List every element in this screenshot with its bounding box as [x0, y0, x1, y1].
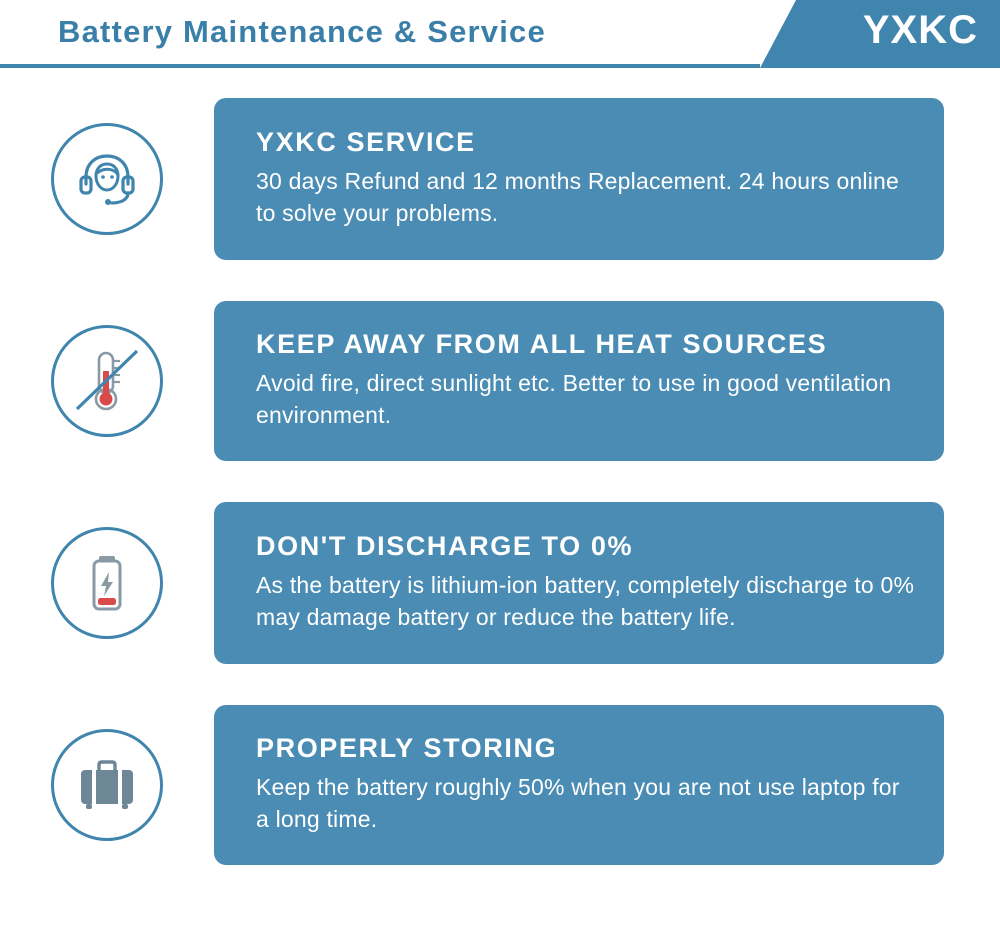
tip-card — [214, 301, 944, 461]
icon-container — [0, 123, 214, 235]
list-item — [0, 90, 1000, 268]
tip-card — [214, 705, 944, 865]
tip-card — [214, 98, 944, 260]
suitcase-storage-icon — [51, 729, 163, 841]
page-title: Battery Maintenance & Service — [58, 14, 546, 49]
tip-body: Keep the battery roughly 50% when you are not use laptop for a long time. — [256, 774, 900, 832]
tip-title: PROPERLY STORING — [256, 733, 558, 764]
tip-body: Avoid fire, direct sunlight etc. Better to use in good ventilation environment. — [256, 370, 892, 428]
tip-title: DON'T DISCHARGE TO 0% — [256, 531, 634, 562]
low-battery-icon — [51, 527, 163, 639]
no-heat-thermometer-icon — [51, 325, 163, 437]
icon-container — [0, 729, 214, 841]
list-item — [0, 494, 1000, 672]
brand-logo-text: YXKC — [862, 8, 978, 52]
tip-title: KEEP AWAY FROM ALL HEAT SOURCES — [256, 329, 828, 360]
headset-support-icon — [51, 123, 163, 235]
tip-card — [214, 502, 944, 664]
page-header — [0, 0, 1000, 68]
tips-list — [0, 68, 1000, 874]
tip-body: 30 days Refund and 12 months Replacement. 24 hours online to solve your problems. — [256, 168, 900, 226]
list-item — [0, 292, 1000, 470]
icon-container — [0, 325, 214, 437]
list-item — [0, 696, 1000, 874]
tip-body: As the battery is lithium-ion battery, completely discharge to 0% may damage battery or reduce the battery life. — [256, 572, 915, 630]
tip-title: YXKC SERVICE — [256, 127, 476, 158]
icon-container — [0, 527, 214, 639]
